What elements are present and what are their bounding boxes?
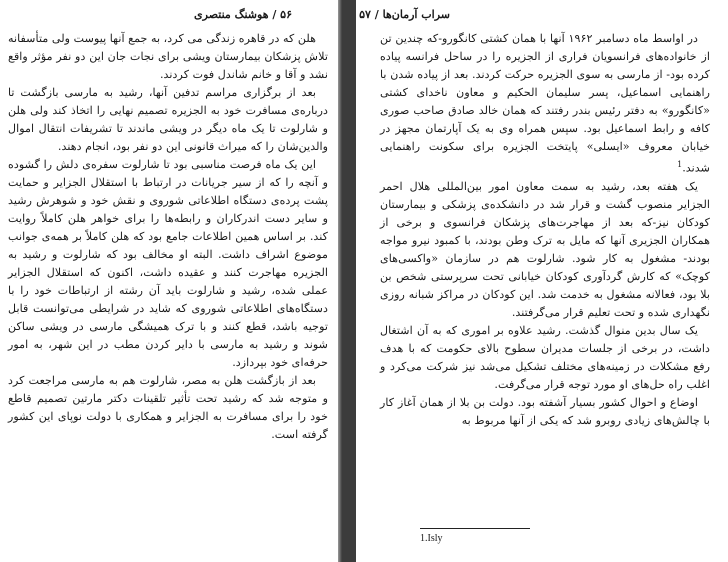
right-page-body xyxy=(380,30,710,430)
right-paragraph-3: یک سال بدین منوال گذشت. رشید علاوه بر اموری که به آن اشتغال داشت، در برخی از جلسات مدیران سطوح بالای حکومت که با هدف رفع مشکلات در زمینه‌های مختلف تشکیل می‌شد نیز شرکت می‌کرد و اغلب راه حل‌های او مورد توجه قرار می‌گرفت. xyxy=(380,323,710,391)
left-paragraph-3: این یک ماه فرصت مناسبی بود تا شارلوت سفره‌ی دلش را گشوده و آنچه را که از سیر جریانات در ارتباط با استقلال الجزایر و حمایت پشت پرده‌ی دستگاه اطلاعاتی شوروی و نقش خود و شوهرش رشید و سایر دست اندرکاران و رابطه‌ها را برای خواهر هلن کاملاً روایت کند. بر اساس همین اطلاعات جامع بود که هلن کاملاً بر همه‌ی جوانب موضوع اشراف داشت. البته او مخالف بود که شارلوت و رشید به الجزیره مهاجرت کنند و عقیده داشت، اکنون که استقلال الجزایر عملی شده، رشید و شارلوت باید آن رشته از ارتباطات خود را با دستگاه‌های اطلاعاتی شوروی که شاید در شرایطی می‌توانست قابل توجیه باشد، قطع کنند و با ترک همیشگی مارسی در ویشی ساکن شوند و رشید به مارسی با دایر کردن مطب در این شهر، به امور حرفه‌ای خود بپردازد. xyxy=(8,158,328,369)
right-page-header: سراب آرمان‌ها / ۵۷ xyxy=(359,8,450,21)
footnote-divider xyxy=(420,528,530,529)
left-page xyxy=(0,0,338,562)
footnote-reference: 1 xyxy=(677,160,683,169)
footnote-text: 1.Isly xyxy=(420,533,443,544)
left-paragraph-2: بعد از برگزاری مراسم تدفین آنها، رشید به مارسی بازگشت تا درباره‌ی مسافرت خود به الجزیره تصمیم نهایی را اتخاذ کند ولی هلن و شارلوت تا یک ماه دیگر در ویشی ماندند تا تشریفات انتقال اموال والدین‌شان را که میراث قانونی این دو نفر بود، انجام دهند. xyxy=(8,86,328,153)
left-page-header: ۵۶ / هوشنگ منتصری xyxy=(194,8,292,21)
right-paragraph-2: یک هفته بعد، رشید به سمت معاون امور بین‌المللی هلال احمر الجزایر منصوب گشت و قرار شد در دانشکده‌ی پزشکی و بیمارستان کودکان نیز-که بعد از مهاجرت‌های پزشکان فرانسوی و برخی از همکاران الجزیری آنها که مایل به ترک وطن بودند، با کمبود نیرو مواجه بودند- مشغول به کار شود. شارلوت هم در سازمان «واکسی‌های کوچک» که کارش گردآوری کودکان خیابانی تحت سرپرستی شخص بن بلا بود، فعالانه مشغول به خدمت شد. این کودکان در مراکز شبانه روزی نگهداری شده و تحت تعلیم قرار می‌گرفتند. xyxy=(380,179,710,319)
left-page-body xyxy=(8,30,328,444)
right-paragraph-4: اوضاع و احوال کشور بسیار آشفته بود. دولت بن بلا از همان آغاز کار با چالش‌های زیادی روبرو شد که یکی از آنها مربوط به xyxy=(380,395,710,427)
book-spine-gutter xyxy=(338,0,356,562)
right-paragraph-1-text: در اواسط ماه دسامبر ۱۹۶۲ آنها با همان کشتی کانگورو-که چندین تن از خانواده‌های فرانسویان فراری از الجزیره را در ساحل فرانسه پیاده کرده بود- از مارسی به سوی الجزیره حرکت کردند. بعد از پیاده شدن با راهنمایی اسماعیل، پسر سلیمان الحکیم و معاون ناخدای کشتی «کانگورو» به دفتر رئیس بندر رفتند که همان خالد صادق صاحب صوری کافه و رابط اسماعیل بود. سپس همراه وی به یک آپارتمان مجهز در خیابان معروف «ایسلی» پایتخت الجزیره برای سکونت راهنمایی شدند. xyxy=(380,32,710,175)
right-page xyxy=(356,0,728,562)
left-paragraph-1: هلن که در قاهره زندگی می کرد، به جمع آنها پیوست ولی متأسفانه تلاش پزشکان بیمارستان ویشی برای نجات جان این دو نفر مؤثر واقع نشد و آقا و خانم شاندل فوت کردند. xyxy=(8,32,328,81)
right-paragraph-1 xyxy=(380,30,710,178)
left-paragraph-4: بعد از بازگشت هلن به مصر، شارلوت هم به مارسی مراجعت کرد و متوجه شد که رشید تحت تأثیر تلقینات دکتر مارتین تصمیم قاطع خود را برای مسافرت به الجزایر و همکاری با دولت نوپای این کشور گرفته است. xyxy=(8,374,328,441)
